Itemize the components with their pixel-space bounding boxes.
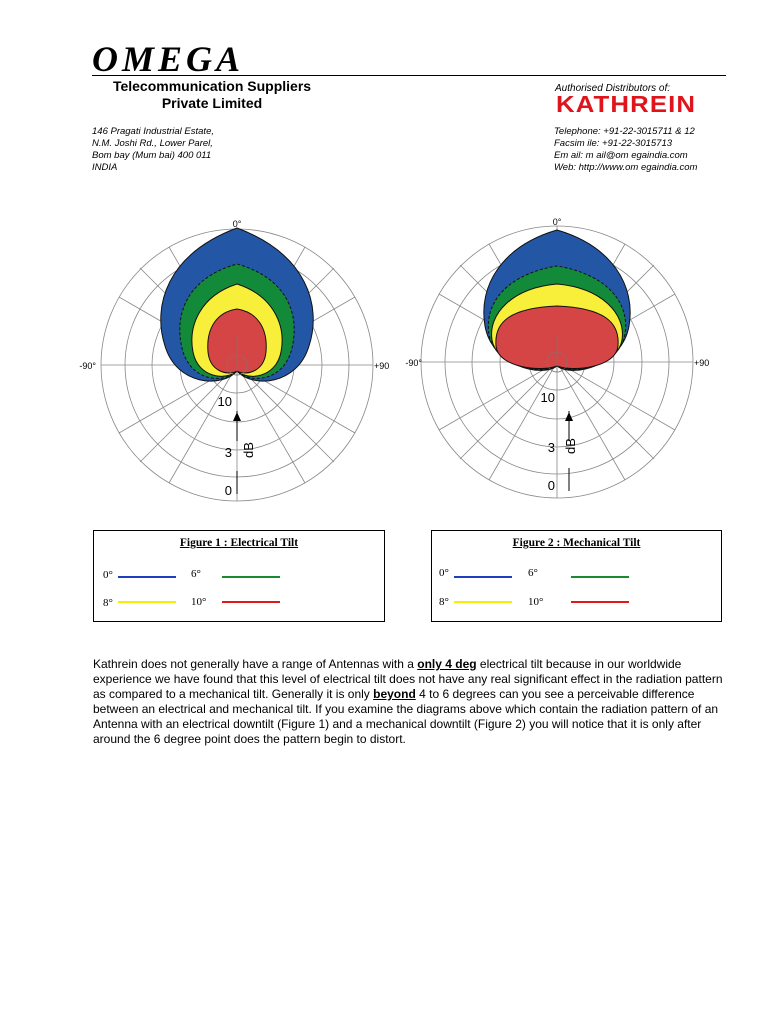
address-block bbox=[92, 126, 214, 174]
website: Web: http://www.om egaindia.com bbox=[554, 162, 698, 173]
paragraph-text-3: 4 to 6 degrees can you see a perceivable difference between an electrical and mechanical tilt. If you examine the diagrams above which contain the radiation pattern of an Antenna with an electrical downtilt (Figure 1) and a mechanical downtilt (Figure 2) you will notice that it is only after around the 6 degree point does the pattern begin to distort. bbox=[93, 687, 719, 746]
label-db-unit: dB bbox=[241, 442, 256, 458]
legend-label-10deg: 10° bbox=[528, 596, 544, 608]
legend-swatch-red bbox=[571, 601, 629, 603]
paragraph-bold-only-4-deg: only 4 deg bbox=[417, 657, 477, 671]
legend-label-8deg: 8° bbox=[439, 596, 449, 608]
address-line-4: INDIA bbox=[92, 162, 118, 173]
distributor-label: Authorised Distributors of: bbox=[555, 83, 671, 94]
legend-title: Figure 1 : Electrical Tilt bbox=[179, 537, 299, 549]
label-r0: 0 bbox=[547, 478, 555, 493]
telephone: Telephone: +91-22-3015711 & 12 bbox=[554, 126, 695, 137]
label-0deg: 0° bbox=[232, 219, 242, 229]
legend-figure-1 bbox=[93, 530, 385, 622]
legend-figure-2 bbox=[431, 530, 722, 622]
legend-label-6deg: 6° bbox=[528, 567, 538, 579]
label-r10: 10 bbox=[540, 390, 555, 405]
contact-block bbox=[554, 126, 697, 174]
polar-diagram-electrical-tilt bbox=[72, 216, 402, 506]
paragraph-text-2: electrical tilt because in our worldwide experience we have found that this level of electrical tilt does not have any real significant effect in the radiation pattern as compared to a mechanical tilt. Generally it is only bbox=[93, 657, 723, 701]
company-line-1: Telecommunication Suppliers bbox=[112, 78, 312, 94]
polar-diagram-mechanical-tilt bbox=[392, 216, 722, 506]
legend-label-0deg: 0° bbox=[439, 567, 449, 579]
paragraph-text-1: Kathrein does not generally have a range of Antennas with a bbox=[93, 657, 418, 671]
address-line-3: Bom bay (Mum bai) 400 011 bbox=[92, 150, 212, 161]
legend-swatch-yellow bbox=[118, 601, 176, 603]
legend-swatch-blue bbox=[118, 576, 176, 578]
label-r3: 3 bbox=[224, 445, 232, 460]
label-plus90: +90 bbox=[374, 361, 390, 371]
label-r10: 10 bbox=[217, 394, 232, 409]
legend-swatch-blue bbox=[454, 576, 512, 578]
legend-label-10deg: 10° bbox=[191, 596, 207, 608]
company-line-2: Private Limited bbox=[161, 95, 263, 111]
company-name bbox=[92, 78, 332, 112]
legend-swatch-yellow bbox=[454, 601, 512, 603]
legend-swatch-green bbox=[571, 576, 629, 578]
address-line-2: N.M. Joshi Rd., Lower Parel, bbox=[92, 138, 213, 149]
legend-swatch-red bbox=[222, 601, 280, 603]
label-minus90: -90° bbox=[79, 361, 96, 371]
legend-label-8deg: 8° bbox=[103, 597, 113, 609]
label-minus90: -90° bbox=[405, 358, 422, 368]
body-paragraph bbox=[93, 657, 733, 747]
omega-logo: OMEGA bbox=[92, 39, 245, 79]
label-db-unit: dB bbox=[563, 438, 578, 454]
paragraph-bold-beyond: beyond bbox=[373, 687, 416, 701]
legend-label-0deg: 0° bbox=[103, 569, 113, 581]
header-divider bbox=[92, 75, 726, 76]
label-r0: 0 bbox=[224, 483, 232, 498]
legend-title: Figure 2 : Mechanical Tilt bbox=[512, 537, 641, 549]
db-arrow-icon bbox=[233, 412, 241, 421]
label-r3: 3 bbox=[547, 440, 555, 455]
label-0deg: 0° bbox=[552, 217, 562, 227]
legend-swatch-green bbox=[222, 576, 280, 578]
legend-label-6deg: 6° bbox=[191, 568, 201, 580]
kathrein-logo: KATHREIN bbox=[556, 91, 697, 117]
db-arrow-icon bbox=[565, 412, 573, 421]
facsimile: Facsim ile: +91-22-3015713 bbox=[554, 138, 673, 149]
label-plus90: +90 bbox=[694, 358, 710, 368]
address-line-1: 146 Pragati Industrial Estate, bbox=[92, 126, 214, 137]
email: Em ail: m ail@om egaindia.com bbox=[554, 150, 688, 161]
